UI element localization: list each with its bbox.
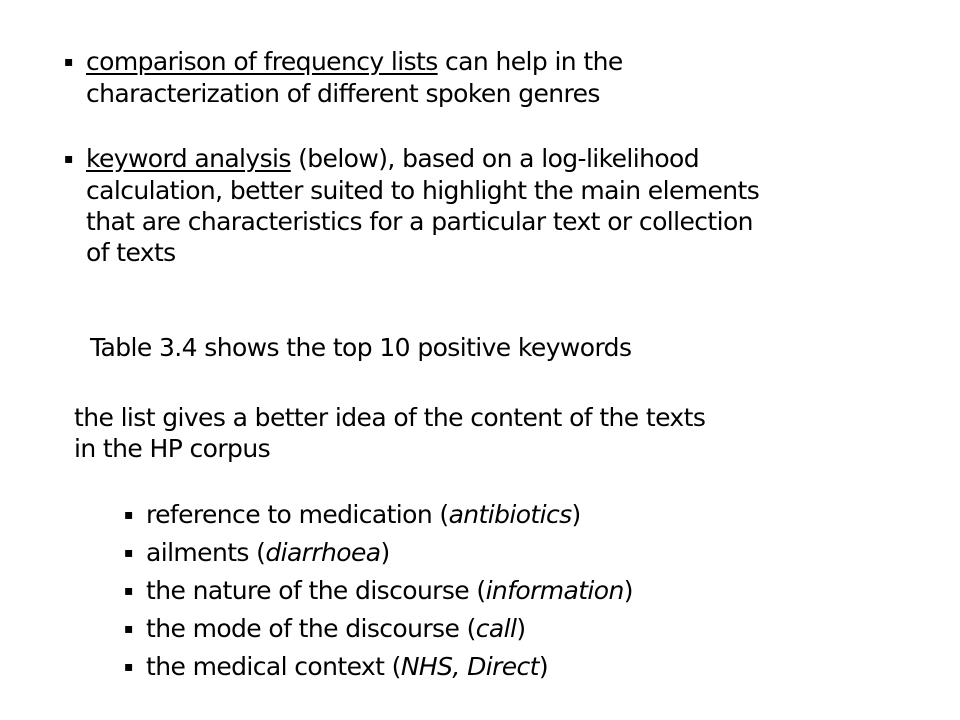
item-text-end: ) [516, 614, 526, 643]
summary-line: in the HP corpus [74, 434, 270, 463]
bullet-line [64, 143, 759, 175]
summary-line: the list gives a better idea of the content of the texts [74, 403, 706, 432]
bullet-text-continued: that are characteristics for a particular text or collection [86, 207, 753, 236]
item-text: reference to medication ( [146, 500, 449, 529]
square-bullet-icon: ▪ [64, 151, 73, 167]
item-text: ailments ( [146, 538, 266, 567]
bullet-text-continued: of texts [86, 238, 176, 267]
bullet-keyword-analysis [64, 143, 759, 268]
item-example: NHS, Direct [400, 652, 539, 681]
item-example: diarrhoea [265, 538, 381, 567]
list-item [124, 572, 633, 610]
bullet-line [64, 46, 623, 78]
item-text-end: ) [623, 576, 633, 605]
bullet-comparison [64, 46, 623, 109]
item-text-end: ) [380, 538, 390, 567]
item-text-end: ) [538, 652, 549, 681]
square-bullet-icon: ▪ [124, 545, 133, 561]
summary-paragraph [74, 402, 705, 464]
table-note: Table 3.4 shows the top 10 positive keywords [90, 333, 632, 362]
item-example: call [475, 614, 517, 643]
square-bullet-icon: ▪ [124, 659, 133, 675]
bullet-text: (below), based on a log-likelihood [290, 144, 700, 173]
item-text: the mode of the discourse ( [146, 614, 476, 643]
sub-bullet-list [124, 496, 633, 686]
square-bullet-icon: ▪ [64, 54, 73, 70]
item-example: information [485, 576, 624, 605]
item-text: the medical context ( [146, 652, 401, 681]
list-item [124, 534, 633, 572]
item-text-end: ) [571, 500, 581, 529]
square-bullet-icon: ▪ [124, 583, 133, 599]
bullet-text: can help in the [437, 47, 623, 76]
square-bullet-icon: ▪ [124, 507, 133, 523]
square-bullet-icon: ▪ [124, 621, 133, 637]
frequency-lists-term: comparison of frequency lists [86, 47, 438, 76]
bullet-text-continued: characterization of different spoken genres [86, 79, 600, 108]
list-item [124, 610, 633, 648]
item-example: antibiotics [448, 500, 572, 529]
list-item [124, 648, 633, 686]
keyword-analysis-term: keyword analysis [86, 144, 291, 173]
list-item [124, 496, 633, 534]
bullet-text-continued: calculation, better suited to highlight the main elements [86, 176, 760, 205]
item-text: the nature of the discourse ( [146, 576, 486, 605]
